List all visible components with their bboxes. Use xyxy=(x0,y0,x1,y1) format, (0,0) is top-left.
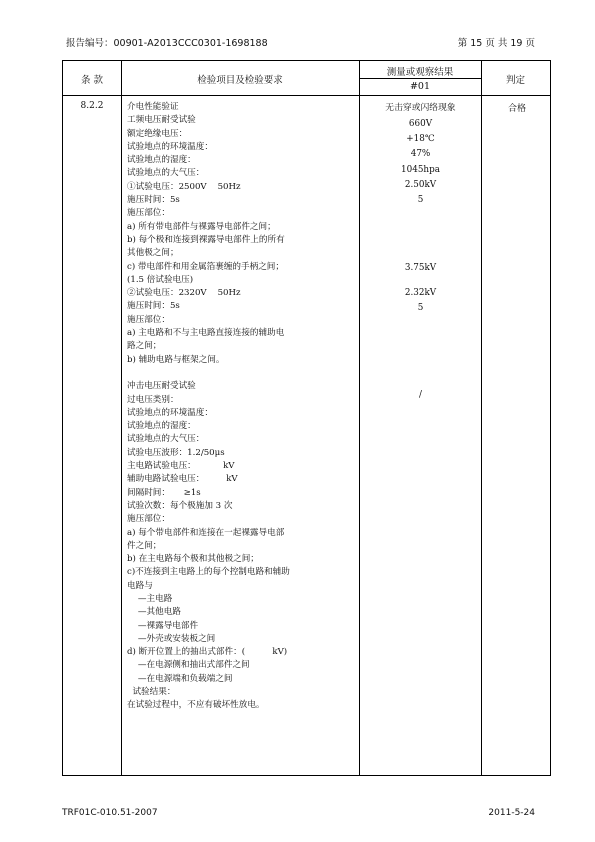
item-line: d) 断开位置上的抽出式部件：( kV) xyxy=(127,647,288,658)
footer-date: 2011-5-24 xyxy=(488,808,535,818)
item-line: 试验电压波形：1.2/50μs xyxy=(127,447,225,458)
result-value: 2.50kV xyxy=(404,180,437,190)
item-list xyxy=(127,101,359,713)
result-value: +18℃ xyxy=(406,134,435,144)
item-line: 路之间； xyxy=(127,341,162,352)
item-line: a) 每个带电部件和连接在一起裸露导电部 xyxy=(127,527,285,538)
item-line: 施压时间：5s xyxy=(127,195,180,206)
item-line: 试验结果： xyxy=(127,687,176,698)
header-results: 测量或观察结果 xyxy=(386,67,454,78)
item-line: 试验地点的大气压： xyxy=(127,434,205,445)
header-clause: 条 款 xyxy=(80,75,104,86)
item-line: 其他极之间； xyxy=(127,248,179,259)
item-line: c) 带电部件和用金属箔裹缠的手柄之间； xyxy=(127,261,284,272)
report-number: 报告编号：00901-A2013CCC0301-1698188 xyxy=(66,38,268,49)
row-divider xyxy=(359,78,481,79)
item-line: 试验地点的环境温度： xyxy=(127,141,213,152)
item-line xyxy=(127,367,359,380)
item-line: —裸露导电部件 xyxy=(127,620,199,631)
item-line: a) 所有带电部件与裸露导电部件之间； xyxy=(127,221,276,232)
item-line: 介电性能验证 xyxy=(127,102,179,112)
item-line: ①试验电压：2500V 50Hz xyxy=(127,181,241,192)
item-line: 试验地点的环境温度： xyxy=(127,407,213,418)
item-line: 在试验过程中，不应有破坏性放电。 xyxy=(127,700,265,711)
item-line: 件之间； xyxy=(127,540,162,551)
result-value: 5 xyxy=(417,195,424,205)
page-info: 第 15 页 共 19 页 xyxy=(457,38,535,49)
item-line: —外壳或安装板之间 xyxy=(127,633,216,644)
result-value: 3.75kV xyxy=(404,263,437,273)
result-value: 无击穿或闪络现象 xyxy=(385,103,456,113)
item-line: (1.5 倍试验电压) xyxy=(127,274,194,285)
item-line: 主电路试验电压： kV xyxy=(127,461,235,472)
col-divider xyxy=(121,61,122,775)
item-line: 施压部位： xyxy=(127,514,170,525)
item-line: 施压时间：5s xyxy=(127,301,180,312)
header-items: 检验项目及检验要求 xyxy=(197,75,283,86)
item-line: —在电源侧和抽出式部件之间 xyxy=(127,660,250,671)
row-divider xyxy=(63,95,550,96)
item-line: 试验地点的大气压： xyxy=(127,168,205,179)
item-line: b) 每个极和连接到裸露导电部件上的所有 xyxy=(127,234,285,245)
item-line: 间隔时间： ≥1s xyxy=(127,487,201,498)
item-line: c)不连接到主电路上的每个控制电路和辅助 xyxy=(127,567,290,578)
result-value: 5 xyxy=(417,303,424,313)
item-line: b) 在主电路每个极和其他极之间； xyxy=(127,554,259,565)
item-line: —主电路 xyxy=(127,593,173,604)
item-line: 额定绝缘电压： xyxy=(127,128,188,139)
clause-number: 8.2.2 xyxy=(80,101,104,111)
result-value: 660V xyxy=(408,119,433,129)
result-value: 47% xyxy=(410,149,431,159)
item-line: a) 主电路和不与主电路直接连接的辅助电 xyxy=(127,328,285,339)
col-divider xyxy=(359,61,360,775)
result-value: 1045hpa xyxy=(401,165,440,175)
item-line: 过电压类别： xyxy=(127,394,179,405)
item-line: 工频电压耐受试验 xyxy=(127,115,196,126)
form-number: TRF01C-010.51-2007 xyxy=(62,808,158,818)
item-line: b) 辅助电路与框架之间。 xyxy=(127,354,225,365)
inspection-table xyxy=(62,60,551,776)
item-line: 施压部位： xyxy=(127,208,170,219)
result-value: 2.32kV xyxy=(404,288,437,298)
item-line: 试验地点的湿度： xyxy=(127,421,196,432)
col-divider xyxy=(481,61,482,775)
item-line: 辅助电路试验电压： kV xyxy=(127,474,238,485)
item-line: —在电源端和负载端之间 xyxy=(127,673,233,684)
item-line: 施压部位： xyxy=(127,314,170,325)
result-value: / xyxy=(419,390,422,400)
item-line: 冲击电压耐受试验 xyxy=(127,381,196,392)
verdict: 合格 xyxy=(507,104,526,114)
header-verdict: 判定 xyxy=(505,75,525,86)
item-line: 电路与 xyxy=(127,580,153,591)
item-line: 试验地点的湿度： xyxy=(127,155,196,166)
header-sample: #01 xyxy=(409,81,431,92)
item-line: ②试验电压：2320V 50Hz xyxy=(127,288,241,299)
item-line: —其他电路 xyxy=(127,607,181,618)
item-line: 试验次数：每个极施加 3 次 xyxy=(127,500,233,511)
